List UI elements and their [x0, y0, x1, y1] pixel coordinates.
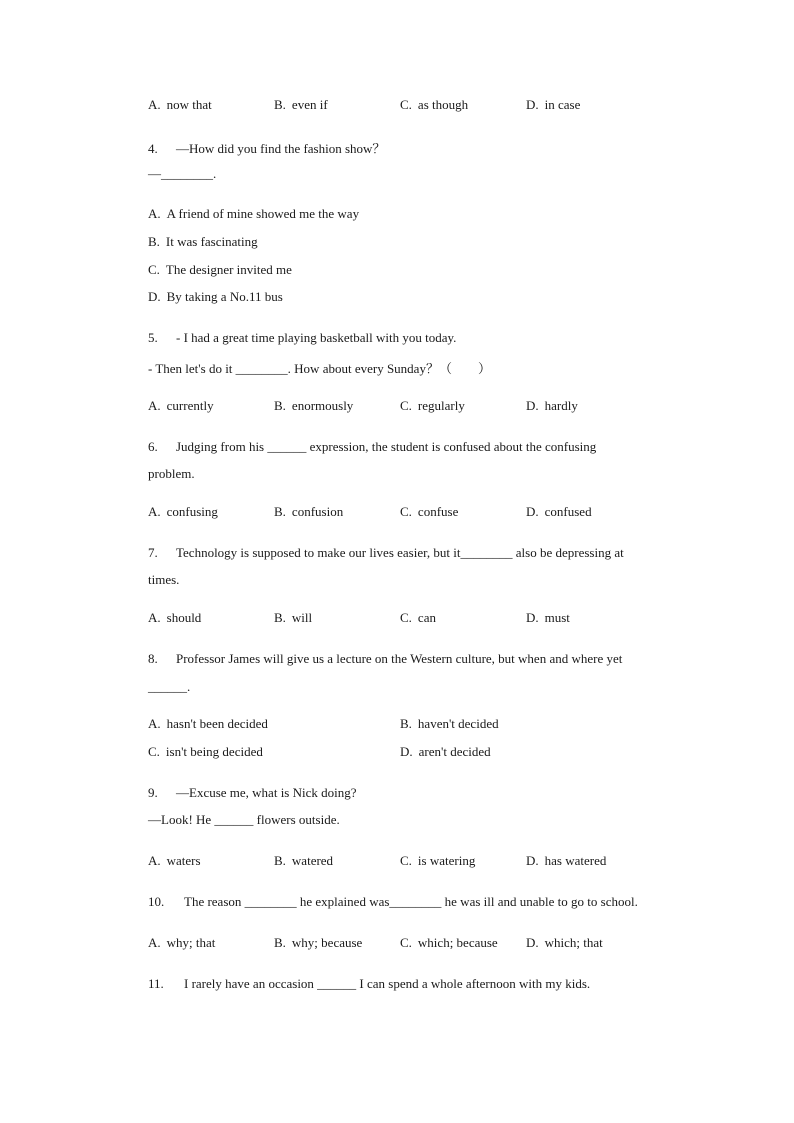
option-text: should — [166, 610, 202, 625]
option-d — [526, 504, 592, 520]
option-letter: A. — [148, 716, 161, 731]
option-letter: C. — [400, 398, 412, 413]
question-text: Judging from his ______ expression, the student is confused about the confusing — [176, 439, 597, 454]
question-stem — [148, 439, 596, 455]
option-text: confuse — [417, 504, 459, 519]
option-letter: C. — [400, 97, 412, 112]
question-stem — [148, 785, 357, 801]
option-letter: A. — [148, 398, 161, 413]
option-a — [148, 853, 201, 869]
option-text: will — [291, 610, 313, 625]
option-d — [526, 853, 606, 869]
question-text: —How did you find the fashion show？ — [176, 141, 386, 156]
option-text: why; because — [291, 935, 363, 950]
option-letter: C. — [400, 935, 412, 950]
option-letter: B. — [274, 935, 286, 950]
option-letter: B. — [274, 97, 286, 112]
question-text-line2: times. — [148, 572, 180, 587]
option-text: haven't decided — [417, 716, 499, 731]
option-c — [400, 610, 436, 626]
option-a — [148, 716, 268, 732]
option-text: as though — [417, 97, 469, 112]
option-letter: D. — [526, 853, 539, 868]
option-c — [400, 97, 468, 113]
option-text: which; that — [544, 935, 603, 950]
option-b — [148, 234, 258, 250]
option-a — [148, 935, 215, 951]
option-text: now that — [166, 97, 212, 112]
option-text: currently — [166, 398, 214, 413]
question-stem — [148, 330, 456, 346]
option-letter: C. — [148, 744, 160, 759]
option-text: By taking a No.11 bus — [166, 289, 283, 304]
option-letter: A. — [148, 935, 161, 950]
option-text: The designer invited me — [165, 262, 292, 277]
option-d — [400, 744, 491, 760]
option-c — [400, 398, 465, 414]
option-b — [274, 853, 333, 869]
option-letter: D. — [400, 744, 413, 759]
option-b — [274, 610, 312, 626]
option-d — [526, 935, 603, 951]
option-letter: A. — [148, 206, 161, 221]
option-a — [148, 97, 212, 113]
option-text: It was fascinating — [165, 234, 258, 249]
question-text: The reason ________ he explained was________ he was ill and unable to go to school. — [184, 894, 638, 909]
question-stem — [148, 976, 590, 992]
option-letter: A. — [148, 97, 161, 112]
option-letter: B. — [274, 610, 286, 625]
option-text: hardly — [544, 398, 578, 413]
option-text: in case — [544, 97, 581, 112]
option-letter: B. — [148, 234, 160, 249]
option-letter: C. — [400, 504, 412, 519]
question-stem — [148, 651, 622, 667]
option-c — [400, 935, 498, 951]
option-a — [148, 398, 214, 414]
option-text: which; because — [417, 935, 498, 950]
option-a — [148, 206, 359, 222]
option-letter: D. — [526, 935, 539, 950]
option-text: has watered — [544, 853, 607, 868]
option-a — [148, 504, 218, 520]
option-b — [274, 935, 362, 951]
option-text: must — [544, 610, 570, 625]
option-d — [526, 610, 570, 626]
option-b — [274, 504, 343, 520]
option-text: aren't decided — [418, 744, 491, 759]
option-letter: D. — [526, 610, 539, 625]
question-text: —Excuse me, what is Nick doing? — [176, 785, 357, 800]
option-letter: C. — [148, 262, 160, 277]
option-letter: D. — [526, 504, 539, 519]
option-d — [526, 398, 578, 414]
question-text: - I had a great time playing basketball with you today. — [176, 330, 457, 345]
question-stem — [148, 138, 385, 157]
option-text: isn't being decided — [165, 744, 263, 759]
option-letter: A. — [148, 853, 161, 868]
question-text-line2: —Look! He ______ flowers outside. — [148, 812, 340, 827]
option-text: confusing — [166, 504, 218, 519]
option-a — [148, 610, 201, 626]
question-number: 4. — [148, 141, 158, 156]
option-letter: B. — [274, 504, 286, 519]
option-c — [400, 504, 458, 520]
option-letter: C. — [400, 853, 412, 868]
question-stem — [148, 545, 624, 561]
question-text: I rarely have an occasion ______ I can spend a whole afternoon with my kids. — [184, 976, 591, 991]
option-text: can — [417, 610, 436, 625]
option-text: even if — [291, 97, 328, 112]
option-b — [400, 716, 499, 732]
option-letter: A. — [148, 504, 161, 519]
question-number: 8. — [148, 651, 158, 666]
option-b — [274, 97, 328, 113]
question-text: Technology is supposed to make our lives easier, but it________ also be depressing at — [176, 545, 624, 560]
option-c — [148, 262, 292, 278]
option-c — [148, 744, 263, 760]
question-text-line2: ______. — [148, 679, 191, 694]
option-text: confused — [544, 504, 592, 519]
option-letter: C. — [400, 610, 412, 625]
option-letter: A. — [148, 610, 161, 625]
question-stem — [148, 894, 638, 910]
option-text: confusion — [291, 504, 344, 519]
question-number: 7. — [148, 545, 158, 560]
option-text: A friend of mine showed me the way — [166, 206, 360, 221]
question-text-line2: - Then let's do it ________. How about every Sunday？（ ） — [148, 361, 491, 376]
question-text-line2: problem. — [148, 466, 195, 481]
option-text: watered — [291, 853, 334, 868]
option-b — [274, 398, 353, 414]
question-number: 10. — [148, 894, 165, 909]
option-d — [148, 289, 283, 305]
question-number: 6. — [148, 439, 158, 454]
option-text: waters — [166, 853, 201, 868]
option-d — [526, 97, 580, 113]
option-c — [400, 853, 475, 869]
question-number: 11. — [148, 976, 164, 991]
question-number: 5. — [148, 330, 158, 345]
option-letter: D. — [526, 398, 539, 413]
option-text: regularly — [417, 398, 465, 413]
option-text: why; that — [166, 935, 216, 950]
option-letter: D. — [148, 289, 161, 304]
question-text-line2: —________. — [148, 166, 217, 181]
question-number: 9. — [148, 785, 158, 800]
option-text: is watering — [417, 853, 476, 868]
option-text: enormously — [291, 398, 354, 413]
option-letter: B. — [400, 716, 412, 731]
option-letter: D. — [526, 97, 539, 112]
option-letter: B. — [274, 398, 286, 413]
option-letter: B. — [274, 853, 286, 868]
option-text: hasn't been decided — [166, 716, 268, 731]
question-text: Professor James will give us a lecture on the Western culture, but when and where yet — [176, 651, 623, 666]
